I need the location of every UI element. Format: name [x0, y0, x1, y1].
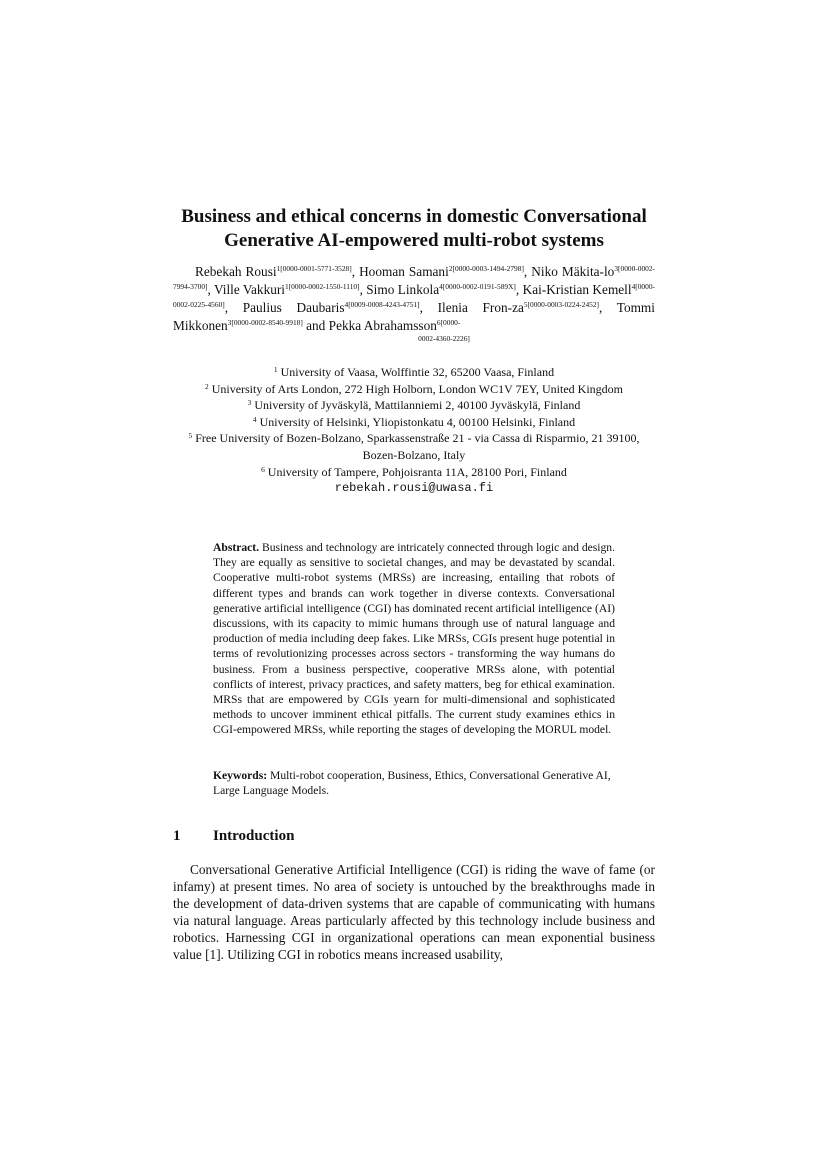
title-line-1: Business and ethical concerns in domestic Conversational: [181, 206, 647, 227]
affiliation-3: $^3$ University of Jyväskylä, Mattilanniemi 2, 40100 Jyväskylä, Finland: [247, 398, 581, 413]
author-orcid: 3[0000-0002-7994-3700]: [173, 264, 655, 291]
author-separator: ,: [523, 264, 532, 279]
contact-email[interactable]: rebekah.rousi@uwasa.fi: [334, 481, 494, 496]
author-separator: ,: [207, 282, 214, 297]
abstract: [213, 540, 615, 738]
keywords: [213, 768, 615, 798]
author-name: Tommi Mikkonen: [173, 300, 655, 333]
author-orcid: 1[0000-0002-1550-1110]: [285, 282, 360, 291]
affiliation-5: $^5$ Free University of Bozen-Bolzano, Sparkassenstraße 21 - via Cassa di Risparmio, 21 39100, Bozen-Bolzano, Italy: [188, 431, 640, 462]
author-name: Ville Vakkuri: [213, 282, 285, 297]
author-separator: ,: [351, 264, 360, 279]
keywords-label: Keywords:: [213, 769, 268, 782]
section-title: Introduction: [213, 828, 295, 844]
author-orcid: 4[0000-0002-0225-4560]: [173, 282, 655, 309]
abstract-text: Business and technology are intricately connected through logic and design. They are equally as sensitive to societal changes, and may be devastated by scandal. Cooperative multi-robot systems (MRSs) are increasing, entailing that robots of different types and brands can work together in diverse contexts. Conversational generative artificial intelligence (CGI) has dominated recent artificial intelligence (AI) discussions, with its capacity to mimic humans through use of natural language and production of media including deep fakes. Like MRSs, CGIs present huge potential in terms of revolutionizing processes across sectors - transforming the way humans do business. From a business perspective, cooperative MRSs alone, with potential conflicts of interest, privacy practices, and safety matters, beg for ethical examination. MRSs that are empowered by CGIs yearn for multi-dimensional and sophisticated methods to uncover imminent ethical pitfalls. The current study examines ethics in CGI-empowered MRSs, while reporting the stages of developing the MORUL model.: [213, 541, 615, 737]
author-separator: and: [302, 318, 329, 333]
author-orcid: 6[0000-: [436, 318, 461, 327]
affiliation-6: $^6$ University of Tampere, Pohjoisranta 11A, 28100 Pori, Finland: [261, 464, 567, 479]
author-name: Paulius Daubaris: [242, 300, 345, 315]
affiliation-1: $^1$ University of Vaasa, Wolffintie 32, 65200 Vaasa, Finland: [273, 365, 555, 379]
title-line-2: Generative AI-empowered multi-robot systems: [224, 230, 604, 251]
affiliation-2: $^2$ University of Arts London, 272 High Holborn, London WC1V 7EY, United Kingdom: [204, 381, 624, 396]
section-number: 1: [173, 828, 181, 844]
author-orcid: 2[0000-0003-1494-2798]: [448, 264, 524, 273]
author-list: [173, 263, 655, 345]
author-name: Niko Mäkita-lo: [531, 264, 615, 279]
author-name: Hooman Samani: [359, 264, 449, 279]
author-name: Pekka Abrahamsson: [328, 318, 437, 333]
author-separator: ,: [224, 300, 243, 315]
author-orcid: 4[0000-0002-0191-589X]: [439, 282, 516, 291]
keywords-text: Multi-robot cooperation, Business, Ethics, Conversational Generative AI, Large Language Models.: [213, 769, 611, 798]
author-orcid: 3[0000-0002-8540-9918]: [227, 318, 303, 327]
author-separator: ,: [419, 300, 438, 315]
author-name: Kai-Kristian Kemell: [522, 282, 632, 297]
paper-title: [150, 205, 678, 253]
affiliation-4: $^4$ University of Helsinki, Yliopistonkatu 4, 00100 Helsinki, Finland: [252, 414, 576, 429]
author-name: Rebekah Rousi: [195, 264, 277, 279]
author-name: Simo Linkola: [366, 282, 440, 297]
author-orcid: 1[0000-0001-5771-3528]: [276, 264, 352, 273]
author-separator: ,: [515, 282, 523, 297]
author-orcid: 4[0009-0008-4243-4751]: [344, 300, 420, 309]
author-orcid: 5[0000-0003-0224-2452]: [523, 300, 600, 309]
section-heading-introduction: [173, 826, 294, 846]
author-name: Ilenia Fron-za: [437, 300, 524, 315]
author-separator: ,: [599, 300, 617, 315]
author-separator: ,: [359, 282, 367, 297]
affiliation-list: [173, 364, 655, 497]
abstract-label: Abstract.: [213, 541, 260, 554]
introduction-paragraph: Conversational Generative Artificial Intelligence (CGI) is riding the wave of fame (or infamy) at present times. No area of society is untouched by the breakthroughs made in the development of data-driven systems that are capable of communicating with humans via natural language. Areas particularly affected by this technology include business and robotics. Harnessing CGI in organizational operations can mean exponential business value [1]. Utilizing CGI in robotics means increased usability,: [173, 862, 655, 962]
author-orcid-continuation: 0002-4360-2226]: [418, 334, 470, 343]
